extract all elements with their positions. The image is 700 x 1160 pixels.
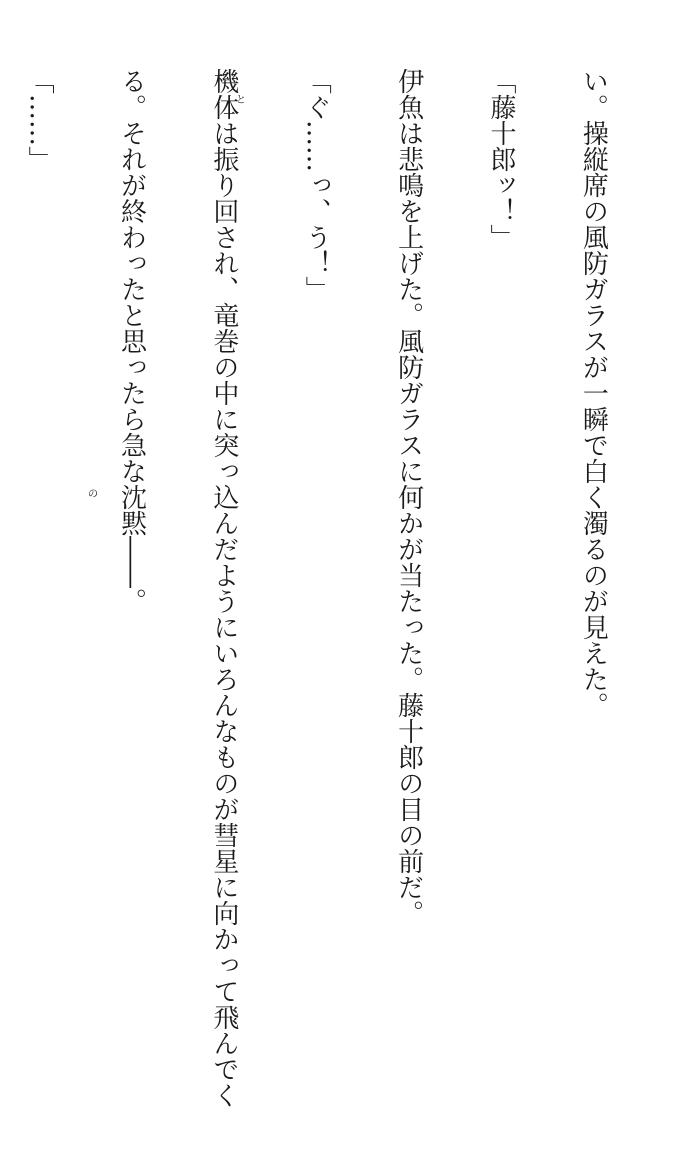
- ruby-to: と: [236, 95, 246, 106]
- ruby-no: の: [88, 489, 98, 500]
- text-line-1: い。操縦席の風防ガラスが一瞬で白く濁るのが見えた。: [578, 68, 609, 718]
- text-line-7: 「……」: [24, 68, 55, 172]
- vertical-text-block: [0, 68, 670, 1108]
- text-line-5: 機体は振り回され、竜巻の中に突っ込んだようにいろんなものが彗星に向かって飛んでく: [208, 68, 239, 1108]
- text-line-2: 「藤十郎ッ！」: [486, 68, 517, 250]
- text-line-3: 伊魚は悲鳴を上げた。風防ガラスに何かが当たった。藤十郎の目の前だ。: [393, 68, 424, 926]
- text-line-4: 「ぐ……っ、う！」: [301, 68, 332, 302]
- text-line-6: る。それが終わったと思ったら急な沈黙――。: [116, 68, 147, 614]
